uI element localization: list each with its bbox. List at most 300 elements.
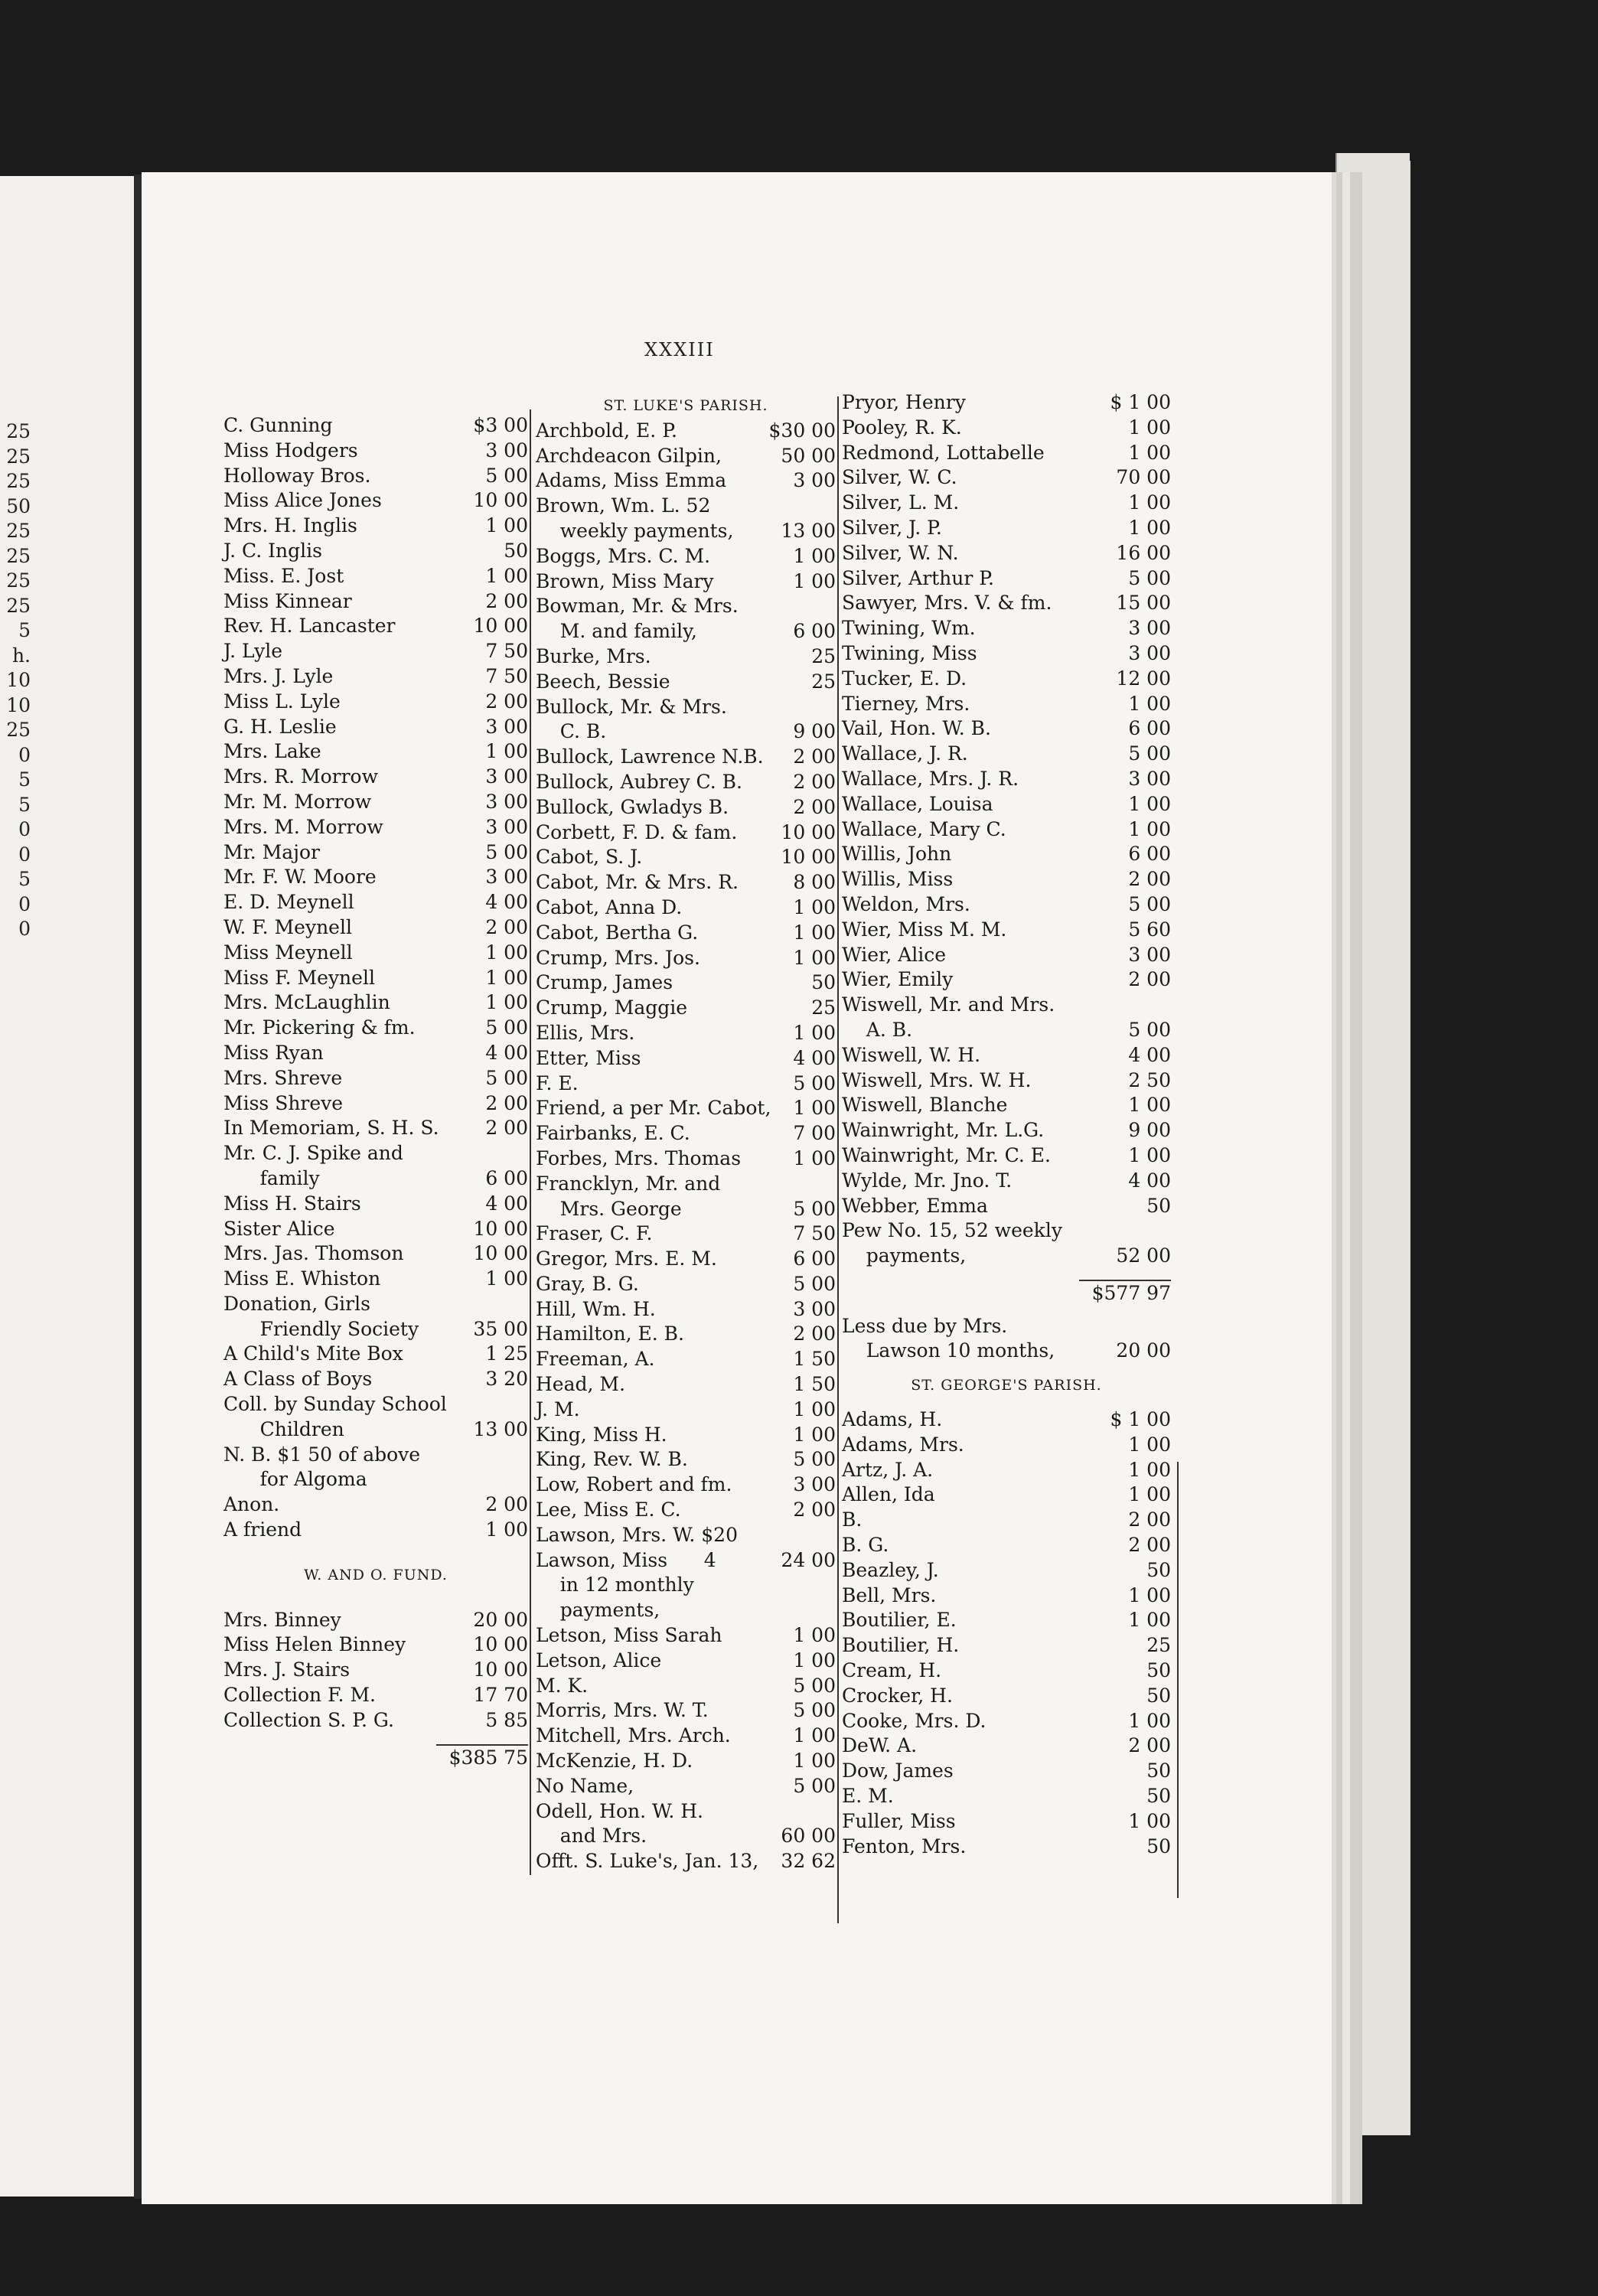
donation-amount: 50 xyxy=(1146,1835,1171,1857)
donor-name: Wiswell, Blanche xyxy=(842,1094,1008,1117)
ledger-row xyxy=(842,1314,1171,1339)
donor-name: In Memoriam, S. H. S. xyxy=(223,1117,439,1140)
donor-name: Dow, James xyxy=(842,1760,954,1782)
donation-amount: 5 60 xyxy=(1128,918,1171,941)
donation-amount: 1 50 xyxy=(793,1373,836,1396)
donation-amount: 1 00 xyxy=(1128,1458,1171,1481)
ledger-row xyxy=(223,765,528,790)
donor-name: Friendly Society xyxy=(223,1317,419,1340)
donor-name: Cooke, Mrs. D. xyxy=(842,1709,987,1732)
ledger-row xyxy=(842,1508,1171,1533)
ledger-row xyxy=(536,594,836,619)
donation-amount: 25 xyxy=(811,670,836,693)
ledger-row xyxy=(842,1194,1171,1219)
ledger-row xyxy=(536,1774,836,1799)
ledger-row xyxy=(223,564,528,589)
ledger-row xyxy=(536,895,836,921)
ledger-row xyxy=(536,1824,836,1849)
ledger-row xyxy=(842,692,1171,717)
total-row xyxy=(223,1746,528,1771)
ledger-row xyxy=(536,1523,836,1548)
ledger-row xyxy=(842,667,1171,692)
column-divider-2 xyxy=(837,396,839,1923)
facing-page-margin-figures xyxy=(0,419,31,942)
donor-name: Silver, J. P. xyxy=(842,516,942,539)
donor-name: and Mrs. xyxy=(536,1825,647,1848)
donation-amount: 1 00 xyxy=(1128,792,1171,815)
donation-amount: 3 00 xyxy=(793,1297,836,1320)
donation-amount: $ 1 00 xyxy=(1110,1408,1171,1431)
ledger-row xyxy=(842,1169,1171,1194)
ledger-row xyxy=(842,541,1171,566)
donor-name: Burke, Mrs. xyxy=(536,644,651,667)
donor-name: Wallace, J. R. xyxy=(842,742,968,765)
donation-amount: 3 00 xyxy=(485,866,528,889)
margin-figure: 25 xyxy=(6,445,31,468)
donation-amount: 2 00 xyxy=(793,770,836,793)
donor-name: Wylde, Mr. Jno. T. xyxy=(842,1169,1013,1192)
donation-amount: 4 00 xyxy=(485,1041,528,1064)
donation-amount: 1 00 xyxy=(793,569,836,592)
donation-amount: 2 00 xyxy=(793,1322,836,1345)
donation-amount: 6 00 xyxy=(1128,843,1171,866)
donor-name: Silver, W. N. xyxy=(842,541,959,564)
ledger-row xyxy=(842,641,1171,667)
donation-amount: 3 00 xyxy=(1128,617,1171,640)
donation-amount: 1 00 xyxy=(793,1021,836,1044)
ledger-row xyxy=(842,867,1171,892)
ledger-row xyxy=(223,1632,528,1658)
ledger-row xyxy=(536,1548,836,1574)
ledger-row xyxy=(842,441,1171,466)
ledger-row xyxy=(842,390,1171,416)
margin-figure: 5 xyxy=(18,768,31,791)
ledger-row xyxy=(842,566,1171,592)
donation-amount: 10 00 xyxy=(473,1242,528,1265)
donor-name: family xyxy=(223,1166,320,1189)
donor-name: Adams, H. xyxy=(842,1408,943,1431)
donor-name: J. C. Inglis xyxy=(223,539,322,562)
donation-amount: 1 25 xyxy=(485,1342,528,1365)
donor-name: Miss Alice Jones xyxy=(223,489,382,512)
donor-name: W. F. Meynell xyxy=(223,915,352,938)
ledger-row xyxy=(223,790,528,815)
donation-amount: 7 50 xyxy=(793,1222,836,1245)
donor-name: Crump, James xyxy=(536,971,673,994)
donor-name: Bullock, Lawrence N.B. xyxy=(536,745,764,768)
ledger-row xyxy=(536,1172,836,1197)
page-stack-edge-inner xyxy=(1335,153,1410,2135)
donation-amount: 35 00 xyxy=(473,1317,528,1340)
ledger-row xyxy=(842,1068,1171,1094)
donor-name: Mr. Major xyxy=(223,840,320,863)
margin-figure: 25 xyxy=(6,594,31,617)
ledger-row xyxy=(536,1297,836,1322)
ledger-row xyxy=(536,670,836,695)
donation-amount: 3 00 xyxy=(793,469,836,492)
ledger-row xyxy=(223,614,528,639)
page-number: XXXIII xyxy=(644,339,715,360)
donor-name: Wier, Alice xyxy=(842,943,946,966)
ledger-row xyxy=(223,514,528,539)
donor-name: Lawson, Miss 4 xyxy=(536,1548,716,1571)
donor-name: Wainwright, Mr. C. E. xyxy=(842,1143,1051,1166)
ledger-row xyxy=(223,941,528,966)
donor-name: Archbold, E. P. xyxy=(536,419,677,442)
ledger-row xyxy=(536,644,836,670)
donation-amount: 1 00 xyxy=(793,1423,836,1446)
donation-amount: 10 00 xyxy=(473,1633,528,1656)
ledger-row xyxy=(223,664,528,690)
donation-amount: 3 00 xyxy=(1128,641,1171,664)
donor-name: Pryor, Henry xyxy=(842,391,966,413)
ledger-row xyxy=(536,544,836,569)
donation-amount: 5 85 xyxy=(485,1708,528,1731)
ledger-row xyxy=(223,589,528,615)
donor-name: G. H. Leslie xyxy=(223,715,337,738)
donor-name: Boggs, Mrs. C. M. xyxy=(536,544,711,567)
donation-amount: 2 50 xyxy=(1128,1068,1171,1091)
column-1-total: $385 75 xyxy=(448,1746,528,1769)
donation-amount: 17 70 xyxy=(473,1684,528,1707)
donor-name: Beech, Bessie xyxy=(536,670,670,693)
donation-amount: 8 00 xyxy=(793,871,836,894)
ledger-row xyxy=(536,1473,836,1498)
donor-name: Mr. M. Morrow xyxy=(223,790,372,813)
ledger-row xyxy=(223,539,528,564)
donor-name: Friend, a per Mr. Cabot, xyxy=(536,1097,771,1120)
ledger-row xyxy=(223,1342,528,1367)
ledger-row xyxy=(223,1041,528,1066)
donor-name: Donation, Girls xyxy=(223,1292,370,1315)
donor-name: Lawson 10 months, xyxy=(842,1339,1055,1362)
donor-name: in 12 monthly xyxy=(536,1574,694,1596)
ledger-row xyxy=(842,1633,1171,1658)
donor-name: N. B. $1 50 of above xyxy=(223,1443,421,1466)
ledger-row xyxy=(223,1467,528,1492)
donation-amount: 1 00 xyxy=(1128,1143,1171,1166)
donor-name: Miss Meynell xyxy=(223,941,353,964)
ledger-row xyxy=(536,1799,836,1825)
ledger-row xyxy=(536,1221,836,1247)
donor-name: Fuller, Miss xyxy=(842,1809,956,1832)
donor-name: Sister Alice xyxy=(223,1217,335,1240)
ledger-row xyxy=(842,1733,1171,1759)
donation-amount: 2 00 xyxy=(793,745,836,768)
donation-amount: 7 50 xyxy=(485,640,528,663)
donation-amount: 2 00 xyxy=(485,1091,528,1114)
donation-amount: 16 00 xyxy=(1116,541,1171,564)
ledger-row xyxy=(842,1684,1171,1709)
ledger-row xyxy=(223,865,528,890)
column-3 xyxy=(842,390,1171,1859)
ledger-row xyxy=(223,1016,528,1041)
total-row xyxy=(842,1281,1171,1306)
ledger-row xyxy=(536,1322,836,1347)
donation-amount: 5 00 xyxy=(793,1674,836,1697)
ledger-row xyxy=(842,1118,1171,1143)
margin-figure: 5 xyxy=(18,619,31,641)
donation-amount: 2 00 xyxy=(485,915,528,938)
donation-amount: 2 00 xyxy=(485,1117,528,1140)
ledger-row xyxy=(536,719,836,745)
ledger-row xyxy=(536,619,836,644)
margin-figure: 0 xyxy=(18,843,31,866)
donor-name: Miss Kinnear xyxy=(223,589,352,612)
spacer xyxy=(842,1364,1171,1373)
donation-amount: 20 00 xyxy=(473,1608,528,1631)
donor-name: A. B. xyxy=(842,1018,913,1041)
donor-name: Archdeacon Gilpin, xyxy=(536,444,722,467)
donor-name: Fenton, Mrs. xyxy=(842,1835,967,1857)
donation-amount: 2 00 xyxy=(485,690,528,713)
margin-figure: 5 xyxy=(18,793,31,816)
donor-name: Mrs. Jas. Thomson xyxy=(223,1242,404,1265)
donor-name: Miss H. Stairs xyxy=(223,1192,361,1215)
donation-amount: 2 00 xyxy=(793,1499,836,1521)
donation-amount: 1 00 xyxy=(485,740,528,763)
ledger-row xyxy=(223,1292,528,1317)
donor-name: No Name, xyxy=(536,1774,634,1797)
donation-amount: 1 00 xyxy=(485,1267,528,1290)
donation-amount: 3 00 xyxy=(1128,767,1171,790)
ledger-row xyxy=(223,915,528,941)
donation-amount: 50 xyxy=(1146,1684,1171,1707)
ledger-row xyxy=(842,817,1171,843)
donor-name: Holloway Bros. xyxy=(223,464,371,487)
donor-name: Tucker, E. D. xyxy=(842,667,967,690)
donor-name: Hamilton, E. B. xyxy=(536,1322,684,1345)
ledger-row xyxy=(536,519,836,544)
margin-figure: 25 xyxy=(6,420,31,442)
spacer xyxy=(223,1733,528,1744)
donor-name: Bowman, Mr. & Mrs. xyxy=(536,595,739,618)
ledger-row xyxy=(223,890,528,915)
spacer xyxy=(223,1588,528,1608)
ledger-row xyxy=(223,1708,528,1733)
donation-amount: 2 00 xyxy=(1128,1534,1171,1557)
margin-figure: 10 xyxy=(6,693,31,716)
donation-amount: 1 00 xyxy=(1128,1609,1171,1632)
donation-amount: 2 00 xyxy=(1128,868,1171,891)
ledger-row xyxy=(842,1558,1171,1583)
margin-figure: 0 xyxy=(18,892,31,915)
ledger-row xyxy=(842,767,1171,792)
donation-amount: 1 00 xyxy=(1128,491,1171,514)
ledger-row xyxy=(842,1658,1171,1684)
donor-name: Bullock, Aubrey C. B. xyxy=(536,770,742,793)
donor-name: Cabot, S. J. xyxy=(536,846,643,869)
ledger-row xyxy=(536,1372,836,1397)
donor-name: Anon. xyxy=(223,1493,280,1516)
column-1 xyxy=(223,413,528,1770)
ledger-row xyxy=(536,695,836,720)
ledger-row xyxy=(536,1197,836,1222)
ledger-row xyxy=(536,1021,836,1046)
donation-amount: 70 00 xyxy=(1116,466,1171,489)
donation-amount: 1 00 xyxy=(1128,441,1171,464)
ledger-row xyxy=(223,464,528,489)
donation-amount: 4 00 xyxy=(1128,1169,1171,1192)
ledger-row xyxy=(223,1367,528,1392)
donation-amount: 5 00 xyxy=(485,1016,528,1039)
donor-name: Collection S. P. G. xyxy=(223,1708,394,1731)
ledger-row xyxy=(842,491,1171,516)
donation-amount: 1 00 xyxy=(485,564,528,587)
donor-name: Tierney, Mrs. xyxy=(842,692,970,715)
ledger-row xyxy=(536,1749,836,1774)
donor-name: Mrs. H. Inglis xyxy=(223,514,357,537)
donor-name: Pew No. 15, 52 weekly xyxy=(842,1219,1062,1242)
ledger-row xyxy=(536,1447,836,1473)
donation-amount: 5 00 xyxy=(793,1699,836,1722)
donation-amount: 50 xyxy=(1146,1760,1171,1782)
donor-name: A Class of Boys xyxy=(223,1368,373,1391)
donor-name: Boutilier, E. xyxy=(842,1609,957,1632)
ledger-row xyxy=(536,870,836,895)
donor-name: Corbett, F. D. & fam. xyxy=(536,820,738,843)
donor-name: Beazley, J. xyxy=(842,1558,939,1581)
donor-name: Artz, J. A. xyxy=(842,1458,934,1481)
ledger-row xyxy=(536,1096,836,1121)
ledger-row xyxy=(536,1849,836,1874)
donation-amount: 5 00 xyxy=(485,464,528,487)
donation-amount: 3 00 xyxy=(485,715,528,738)
donor-name: Crump, Mrs. Jos. xyxy=(536,946,700,969)
ledger-row xyxy=(223,1658,528,1683)
ledger-row xyxy=(536,1397,836,1423)
donation-amount: 1 50 xyxy=(793,1348,836,1371)
donor-name: Wallace, Mrs. J. R. xyxy=(842,767,1019,790)
donor-name: B. G. xyxy=(842,1534,889,1557)
ledger-row xyxy=(536,795,836,820)
donor-name: Morris, Mrs. W. T. xyxy=(536,1699,709,1722)
donor-name: Hill, Wm. H. xyxy=(536,1297,656,1320)
margin-figure: 25 xyxy=(6,520,31,542)
donor-name: DeW. A. xyxy=(842,1734,918,1757)
donation-amount: 6 00 xyxy=(793,620,836,643)
ledger-row xyxy=(536,1498,836,1523)
donor-name: F. E. xyxy=(536,1071,579,1094)
donor-name: Low, Robert and fm. xyxy=(536,1473,732,1496)
donor-name: Crump, Maggie xyxy=(536,996,688,1019)
ledger-row xyxy=(223,990,528,1016)
donor-name: Mr. C. J. Spike and xyxy=(223,1142,403,1165)
column-divider-1 xyxy=(530,409,531,1875)
ledger-row xyxy=(842,1433,1171,1458)
ledger-row xyxy=(223,1116,528,1141)
ledger-row xyxy=(842,1835,1171,1860)
margin-figure: 25 xyxy=(6,569,31,592)
donor-name: Mrs. Shreve xyxy=(223,1066,343,1089)
ledger-row xyxy=(536,996,836,1021)
ledger-row xyxy=(842,1809,1171,1835)
ledger-row xyxy=(223,488,528,514)
donation-amount: 25 xyxy=(811,644,836,667)
donor-name: Miss E. Whiston xyxy=(223,1267,381,1290)
ledger-row xyxy=(536,569,836,595)
donation-amount: 1 00 xyxy=(485,514,528,537)
donation-amount: 3 00 xyxy=(485,439,528,461)
donor-name: for Algoma xyxy=(223,1468,367,1491)
ledger-row xyxy=(536,921,836,946)
column-2-st-lukes xyxy=(536,393,836,1874)
donation-amount: $30 00 xyxy=(768,419,836,442)
ledger-row xyxy=(842,1784,1171,1809)
ledger-row xyxy=(536,770,836,795)
donor-name: Brown, Wm. L. 52 xyxy=(536,494,711,517)
donor-name: E. M. xyxy=(842,1785,894,1808)
donation-amount: 4 00 xyxy=(793,1046,836,1069)
donor-name: Gray, B. G. xyxy=(536,1272,639,1295)
ledger-row xyxy=(842,1458,1171,1483)
donor-name: Children xyxy=(223,1417,344,1440)
donor-name: Letson, Miss Sarah xyxy=(536,1624,722,1647)
ledger-row xyxy=(842,918,1171,943)
donor-name: Mrs. Binney xyxy=(223,1608,341,1631)
donation-amount: 5 00 xyxy=(793,1272,836,1295)
margin-figure: 10 xyxy=(6,669,31,691)
ledger-row xyxy=(842,1218,1171,1244)
donation-amount: 1 00 xyxy=(1128,416,1171,439)
ledger-row xyxy=(223,840,528,866)
donation-amount: 9 00 xyxy=(793,720,836,743)
margin-figure: 0 xyxy=(18,743,31,766)
donor-name: Mitchell, Mrs. Arch. xyxy=(536,1724,731,1747)
ledger-row xyxy=(223,639,528,664)
donor-name: Collection F. M. xyxy=(223,1684,376,1707)
donation-amount: 10 00 xyxy=(781,846,836,869)
donor-name: Silver, Arthur P. xyxy=(842,566,994,589)
donor-name: Rev. H. Lancaster xyxy=(223,615,396,638)
donor-name: Lee, Miss E. C. xyxy=(536,1499,681,1521)
donor-name: Wiswell, W. H. xyxy=(842,1043,981,1066)
ledger-row xyxy=(223,1267,528,1292)
ledger-row xyxy=(842,1533,1171,1558)
ledger-row xyxy=(536,1121,836,1146)
column-3-subtotal: $577 97 xyxy=(1091,1281,1171,1304)
donor-name: Mrs. R. Morrow xyxy=(223,765,378,788)
ledger-row xyxy=(223,1141,528,1166)
spacer xyxy=(223,1543,528,1563)
donor-name: Freeman, A. xyxy=(536,1348,655,1371)
donation-amount: 4 00 xyxy=(485,891,528,914)
section-heading-w-and-o-fund: W. AND O. FUND. xyxy=(304,1566,448,1583)
ledger-row xyxy=(842,1143,1171,1169)
donor-name: Miss. E. Jost xyxy=(223,564,344,587)
donor-name: M. K. xyxy=(536,1674,589,1697)
margin-figure: 25 xyxy=(6,470,31,492)
donation-amount: 10 00 xyxy=(473,1658,528,1681)
donation-amount: 1 00 xyxy=(1128,817,1171,840)
donor-name: Wallace, Louisa xyxy=(842,792,993,815)
ledger-row xyxy=(536,1146,836,1172)
ledger-row xyxy=(536,845,836,870)
donor-name: Head, M. xyxy=(536,1373,625,1396)
donor-name: Wier, Emily xyxy=(842,968,954,991)
donation-amount: 1 00 xyxy=(485,1518,528,1541)
donation-amount: 1 00 xyxy=(1128,1809,1171,1832)
donation-amount: 3 00 xyxy=(485,815,528,838)
donation-amount: 1 00 xyxy=(1128,1483,1171,1506)
ledger-row xyxy=(536,1698,836,1724)
donor-name: Bullock, Mr. & Mrs. xyxy=(536,695,727,718)
ledger-row xyxy=(842,1407,1171,1433)
donation-amount: 25 xyxy=(1146,1634,1171,1657)
donation-amount: 50 xyxy=(1146,1194,1171,1217)
ledger-row xyxy=(223,1443,528,1468)
donor-name: Weldon, Mrs. xyxy=(842,892,970,915)
